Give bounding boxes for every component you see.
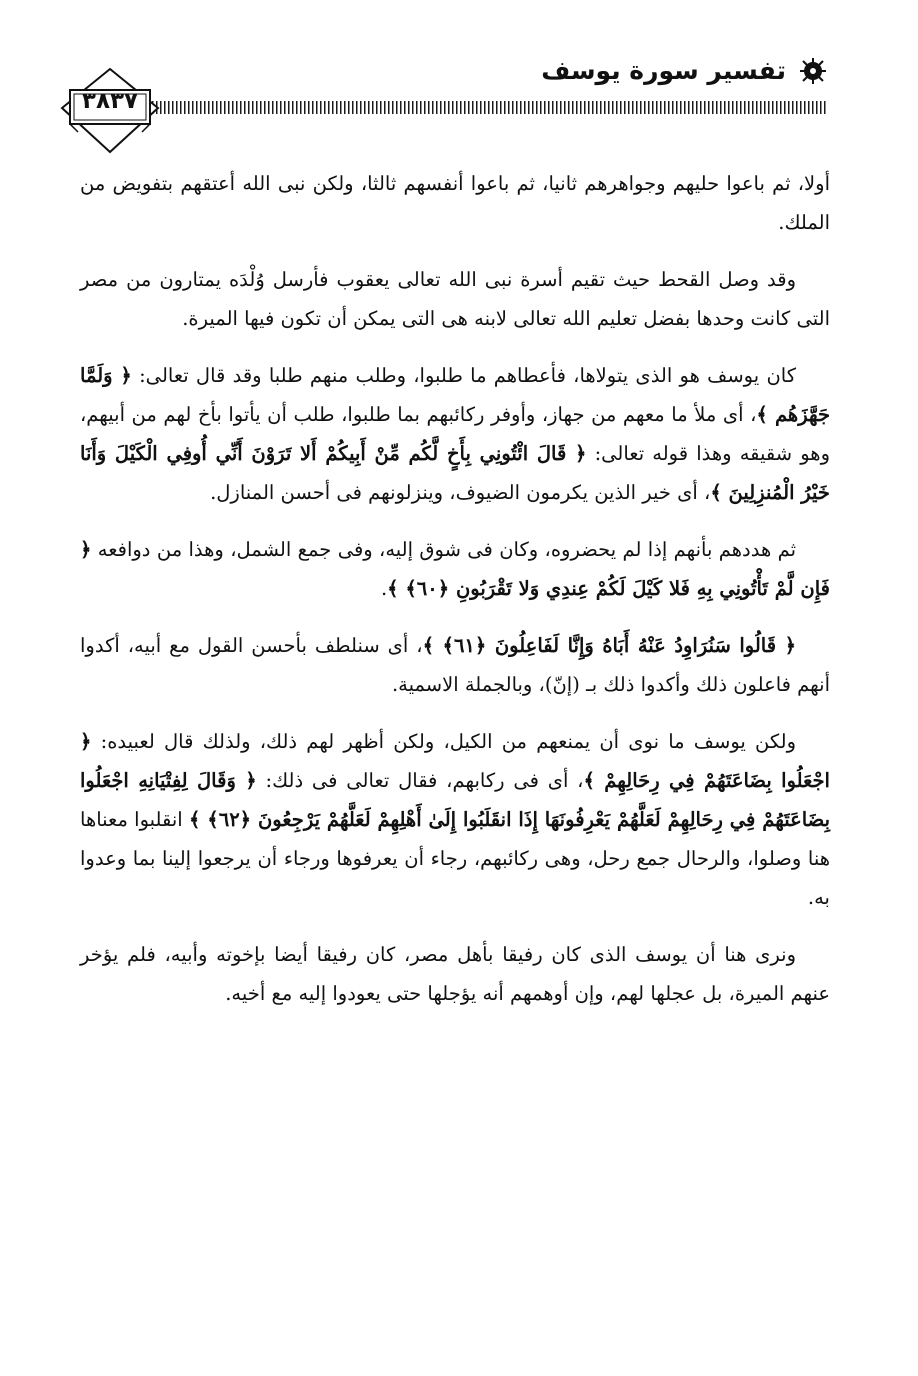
page-header: [0, 0, 918, 160]
quran-verse: ﴿ فَإِن لَّمْ تَأْتُونِي بِهِ فَلا كَيْلَ لَكُمْ عِندِي وَلا تَقْرَبُونِ ﴿٦٠﴾ ﴾: [80, 538, 830, 600]
ornament-icon: [800, 58, 826, 84]
commentary-text: ، أى سنلطف بأحسن القول مع أبيه، أكدوا أنهم فاعلون ذلك وأكدوا ذلك بـ (إنّ)، وبالجملة الاسمية.: [80, 634, 830, 696]
page-number: ٣٨٣٧: [81, 88, 139, 114]
paragraph: [80, 722, 830, 917]
paragraph: [80, 530, 830, 608]
commentary-text: ، أى ملأ ما معهم من جهاز، وأوفر ركائبهم بما طلبوا، طلب أن يأتوا بأخ لهم من أبيهم، وهو شقيقه وهذا قوله تعالى:: [80, 403, 831, 465]
quran-verse: ﴿ وَقَالَ لِفِتْيَانِهِ اجْعَلُوا بِضَاعَتَهُمْ فِي رِحَالِهِمْ لَعَلَّهُمْ يَعْرِفُونَهَا إِذَا انقَلَبُوا إِلَىٰ أَهْلِهِمْ لَعَلَّهُمْ يَرْجِعُونَ ﴿٦٢﴾ ﴾: [80, 769, 830, 831]
commentary-text: أولا، ثم باعوا حليهم وجواهرهم ثانيا، ثم باعوا أنفسهم ثالثا، ولكن نبى الله أعتقهم بتفويض من الملك.: [80, 172, 830, 234]
paragraph: [80, 626, 830, 704]
chapter-title: تفسير سورة يوسف: [541, 56, 786, 85]
quran-verse: ﴿ قَالُوا سَنُرَاوِدُ عَنْهُ أَبَاهُ وَإِنَّا لَفَاعِلُونَ ﴿٦١﴾ ﴾: [422, 634, 796, 657]
paragraph: [80, 260, 830, 338]
commentary-text: انقلبوا معناها هنا وصلوا، والرحال جمع رحل، وهى ركائبهم، رجاء أن يعرفوها ورجاء أن يرجعوا إلينا بما وعدوا به.: [80, 808, 830, 909]
paragraph: [80, 356, 830, 512]
commentary-text: ولكن يوسف ما نوى أن يمنعهم من الكيل، ولكن أظهر لهم ذلك، ولذلك قال لعبيده:: [91, 730, 796, 753]
commentary-text: وقد وصل القحط حيث تقيم أسرة نبى الله تعالى يعقوب فأرسل وُلْدَه يمتارون من مصر التى كانت وحدها بفضل تعليم الله تعالى لابنه هى التى يمكن أن تكون فيها الميرة.: [80, 268, 830, 330]
commentary-body: [80, 164, 830, 1031]
commentary-text: ، أى فى ركابهم، فقال تعالى فى ذلك:: [256, 769, 584, 792]
commentary-text: ، أى خير الذين يكرمون الضيوف، وينزلونهم فى أحسن المنازل.: [210, 481, 711, 504]
commentary-text: .: [380, 577, 388, 600]
commentary-text: ونرى هنا أن يوسف الذى كان رفيقا بأهل مصر، كان رفيقا أيضا بإخوته وأبيه، فلم يؤخر عنهم الميرة، بل عجلها لهم، وإن أوهمهم أنه يؤجلها حتى يعودوا إليه مع أخيه.: [80, 943, 830, 1005]
page-number-badge: [58, 66, 162, 156]
commentary-text: ثم هددهم بأنهم إذا لم يحضروه، وكان فى شوق إليه، وفى جمع الشمل، وهذا من دوافعه: [91, 538, 796, 561]
quran-verse: ﴿ اجْعَلُوا بِضَاعَتَهُمْ فِي رِحَالِهِمْ ﴾: [80, 730, 830, 792]
paragraph: [80, 935, 830, 1013]
running-head: [541, 56, 826, 85]
quran-verse: ﴿ قَالَ ائْتُونِي بِأَخٍ لَّكُم مِّنْ أَبِيكُمْ أَلا تَرَوْنَ أَنِّي أُوفِي الْكَيْلَ وَأَنَا خَيْرُ الْمُنزِلِينَ ﴾: [80, 442, 830, 504]
paragraph: [80, 164, 830, 242]
quran-verse: ﴿ وَلَمَّا جَهَّزَهُم ﴾: [80, 364, 831, 426]
commentary-text: كان يوسف هو الذى يتولاها، فأعطاهم ما طلبوا، وطلب منهم طلبا وقد قال تعالى:: [131, 364, 796, 387]
header-rule: [148, 101, 828, 114]
